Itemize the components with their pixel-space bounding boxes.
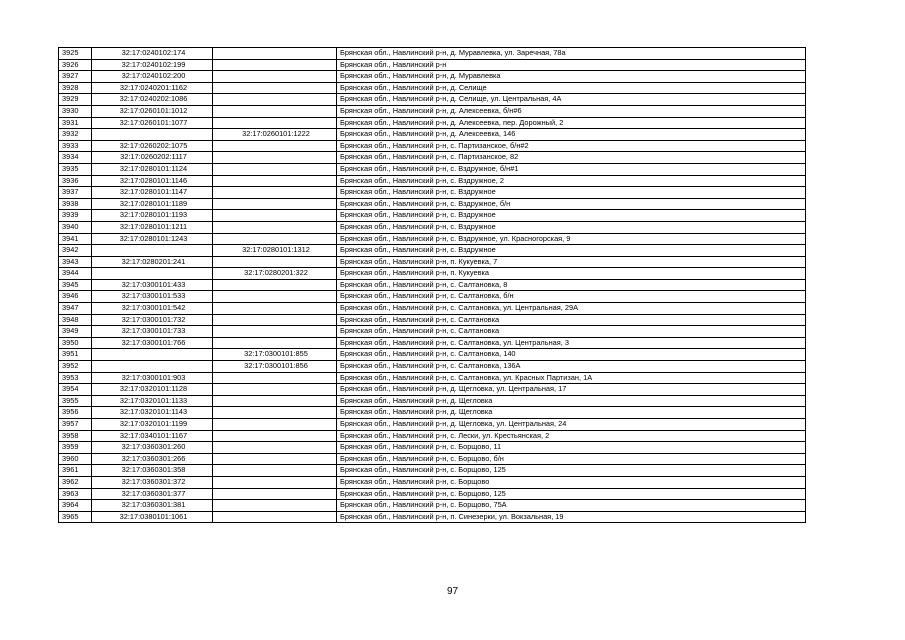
- address-cell: Брянская обл., Навлинский р-н, д. Селище: [337, 82, 806, 94]
- row-number-cell: 3948: [59, 314, 92, 326]
- cadastral-number-alt-cell: [213, 221, 337, 233]
- row-number-cell: 3927: [59, 71, 92, 83]
- row-number-cell: 3933: [59, 140, 92, 152]
- table-row: [59, 256, 806, 268]
- table-row: [59, 233, 806, 245]
- row-number-cell: 3931: [59, 117, 92, 129]
- table-row: [59, 221, 806, 233]
- cadastral-number-cell: 32:17:0260202:1117: [92, 152, 213, 164]
- cadastral-number-alt-cell: [213, 152, 337, 164]
- cadastral-number-cell: [92, 268, 213, 280]
- cadastral-number-cell: 32:17:0300101:732: [92, 314, 213, 326]
- table-row: [59, 361, 806, 373]
- cadastral-number-cell: 32:17:0260101:1012: [92, 105, 213, 117]
- cadastral-number-cell: 32:17:0340101:1167: [92, 430, 213, 442]
- cadastral-number-alt-cell: [213, 326, 337, 338]
- row-number-cell: 3963: [59, 488, 92, 500]
- cadastral-number-alt-cell: [213, 488, 337, 500]
- cadastral-number-alt-cell: [213, 384, 337, 396]
- table-body: [59, 48, 806, 523]
- cadastral-number-alt-cell: 32:17:0280201:322: [213, 268, 337, 280]
- address-cell: Брянская обл., Навлинский р-н, с. Борщово: [337, 476, 806, 488]
- cadastral-number-alt-cell: [213, 210, 337, 222]
- row-number-cell: 3953: [59, 372, 92, 384]
- table-row: [59, 488, 806, 500]
- address-cell: Брянская обл., Навлинский р-н, с. Салтановка, б/н: [337, 291, 806, 303]
- table-row: [59, 419, 806, 431]
- cadastral-number-cell: 32:17:0360301:260: [92, 442, 213, 454]
- row-number-cell: 3961: [59, 465, 92, 477]
- address-cell: Брянская обл., Навлинский р-н, с. Салтановка, 8: [337, 279, 806, 291]
- cadastral-number-cell: 32:17:0320101:1133: [92, 395, 213, 407]
- row-number-cell: 3925: [59, 48, 92, 60]
- address-cell: Брянская обл., Навлинский р-н, с. Салтановка, ул. Центральная, 3: [337, 337, 806, 349]
- cadastral-number-cell: 32:17:0280101:1193: [92, 210, 213, 222]
- row-number-cell: 3964: [59, 500, 92, 512]
- cadastral-number-cell: 32:17:0280101:1147: [92, 187, 213, 199]
- row-number-cell: 3965: [59, 511, 92, 523]
- cadastral-number-cell: 32:17:0280101:1146: [92, 175, 213, 187]
- table-row: [59, 476, 806, 488]
- table-row: [59, 175, 806, 187]
- row-number-cell: 3942: [59, 245, 92, 257]
- row-number-cell: 3943: [59, 256, 92, 268]
- cadastral-number-cell: 32:17:0280101:1243: [92, 233, 213, 245]
- cadastral-number-alt-cell: 32:17:0300101:856: [213, 361, 337, 373]
- cadastral-number-alt-cell: [213, 511, 337, 523]
- table-row: [59, 140, 806, 152]
- table-row: [59, 117, 806, 129]
- address-cell: Брянская обл., Навлинский р-н, с. Вздружное: [337, 245, 806, 257]
- cadastral-number-alt-cell: [213, 94, 337, 106]
- row-number-cell: 3937: [59, 187, 92, 199]
- table-row: [59, 442, 806, 454]
- row-number-cell: 3941: [59, 233, 92, 245]
- row-number-cell: 3934: [59, 152, 92, 164]
- row-number-cell: 3938: [59, 198, 92, 210]
- cadastral-number-alt-cell: [213, 314, 337, 326]
- address-cell: Брянская обл., Навлинский р-н, с. Вздружное: [337, 210, 806, 222]
- table-row: [59, 395, 806, 407]
- row-number-cell: 3940: [59, 221, 92, 233]
- row-number-cell: 3926: [59, 59, 92, 71]
- cadastral-number-cell: 32:17:0300101:433: [92, 279, 213, 291]
- table-row: [59, 326, 806, 338]
- table-row: [59, 430, 806, 442]
- cadastral-number-alt-cell: [213, 303, 337, 315]
- document-page: [58, 47, 806, 523]
- table-row: [59, 349, 806, 361]
- row-number-cell: 3930: [59, 105, 92, 117]
- row-number-cell: 3935: [59, 163, 92, 175]
- cadastral-number-alt-cell: [213, 442, 337, 454]
- address-cell: Брянская обл., Навлинский р-н, д. Щегловка: [337, 407, 806, 419]
- address-cell: Брянская обл., Навлинский р-н, д. Муравлевка, ул. Заречная, 78а: [337, 48, 806, 60]
- cadastral-number-cell: [92, 129, 213, 141]
- cadastral-number-alt-cell: [213, 453, 337, 465]
- cadastral-number-cell: 32:17:0360301:381: [92, 500, 213, 512]
- cadastral-number-cell: 32:17:0240201:1162: [92, 82, 213, 94]
- cadastral-number-cell: 32:17:0320101:1143: [92, 407, 213, 419]
- address-cell: Брянская обл., Навлинский р-н, с. Борщово, 11: [337, 442, 806, 454]
- address-cell: Брянская обл., Навлинский р-н, д. Алексеевка, пер. Дорожный, 2: [337, 117, 806, 129]
- address-cell: Брянская обл., Навлинский р-н, с. Вздружное: [337, 221, 806, 233]
- property-register-table: [58, 47, 806, 523]
- cadastral-number-alt-cell: [213, 291, 337, 303]
- table-row: [59, 105, 806, 117]
- table-row: [59, 129, 806, 141]
- address-cell: Брянская обл., Навлинский р-н, с. Салтановка, 136А: [337, 361, 806, 373]
- address-cell: Брянская обл., Навлинский р-н, д. Селище, ул. Центральная, 4А: [337, 94, 806, 106]
- table-row: [59, 210, 806, 222]
- address-cell: Брянская обл., Навлинский р-н, с. Борщово, 125: [337, 488, 806, 500]
- row-number-cell: 3947: [59, 303, 92, 315]
- table-row: [59, 187, 806, 199]
- cadastral-number-cell: [92, 361, 213, 373]
- row-number-cell: 3945: [59, 279, 92, 291]
- cadastral-number-alt-cell: [213, 256, 337, 268]
- row-number-cell: 3951: [59, 349, 92, 361]
- table-row: [59, 511, 806, 523]
- address-cell: Брянская обл., Навлинский р-н, д. Щегловка, ул. Центральная, 24: [337, 419, 806, 431]
- row-number-cell: 3954: [59, 384, 92, 396]
- cadastral-number-cell: 32:17:0280201:241: [92, 256, 213, 268]
- row-number-cell: 3946: [59, 291, 92, 303]
- row-number-cell: 3957: [59, 419, 92, 431]
- cadastral-number-alt-cell: [213, 163, 337, 175]
- cadastral-number-cell: 32:17:0240202:1086: [92, 94, 213, 106]
- cadastral-number-alt-cell: [213, 198, 337, 210]
- cadastral-number-cell: 32:17:0300101:542: [92, 303, 213, 315]
- cadastral-number-alt-cell: [213, 430, 337, 442]
- cadastral-number-alt-cell: [213, 395, 337, 407]
- cadastral-number-cell: 32:17:0300101:903: [92, 372, 213, 384]
- cadastral-number-cell: 32:17:0300101:766: [92, 337, 213, 349]
- table-row: [59, 384, 806, 396]
- address-cell: Брянская обл., Навлинский р-н, с. Борщово, б/н: [337, 453, 806, 465]
- address-cell: Брянская обл., Навлинский р-н, д. Муравлевка: [337, 71, 806, 83]
- address-cell: Брянская обл., Навлинский р-н, с. Вздружное, ул. Красногорская, 9: [337, 233, 806, 245]
- cadastral-number-alt-cell: [213, 82, 337, 94]
- row-number-cell: 3958: [59, 430, 92, 442]
- cadastral-number-alt-cell: [213, 465, 337, 477]
- row-number-cell: 3962: [59, 476, 92, 488]
- cadastral-number-cell: 32:17:0360301:358: [92, 465, 213, 477]
- table-row: [59, 152, 806, 164]
- table-row: [59, 48, 806, 60]
- cadastral-number-alt-cell: [213, 419, 337, 431]
- cadastral-number-cell: 32:17:0300101:733: [92, 326, 213, 338]
- row-number-cell: 3952: [59, 361, 92, 373]
- cadastral-number-cell: 32:17:0320101:1128: [92, 384, 213, 396]
- cadastral-number-alt-cell: 32:17:0300101:855: [213, 349, 337, 361]
- cadastral-number-cell: 32:17:0240102:200: [92, 71, 213, 83]
- row-number-cell: 3929: [59, 94, 92, 106]
- cadastral-number-alt-cell: [213, 59, 337, 71]
- page-number: 97: [446, 586, 459, 597]
- cadastral-number-cell: 32:17:0240102:199: [92, 59, 213, 71]
- cadastral-number-alt-cell: [213, 372, 337, 384]
- address-cell: Брянская обл., Навлинский р-н, с. Салтановка, ул. Центральная, 29А: [337, 303, 806, 315]
- cadastral-number-alt-cell: [213, 105, 337, 117]
- table-row: [59, 453, 806, 465]
- row-number-cell: 3932: [59, 129, 92, 141]
- table-row: [59, 291, 806, 303]
- cadastral-number-alt-cell: 32:17:0280101:1312: [213, 245, 337, 257]
- table-row: [59, 245, 806, 257]
- address-cell: Брянская обл., Навлинский р-н: [337, 59, 806, 71]
- cadastral-number-alt-cell: 32:17:0260101:1222: [213, 129, 337, 141]
- table-row: [59, 198, 806, 210]
- row-number-cell: 3936: [59, 175, 92, 187]
- row-number-cell: 3950: [59, 337, 92, 349]
- cadastral-number-cell: 32:17:0260202:1075: [92, 140, 213, 152]
- cadastral-number-alt-cell: [213, 407, 337, 419]
- cadastral-number-alt-cell: [213, 233, 337, 245]
- address-cell: Брянская обл., Навлинский р-н, п. Кукуевка, 7: [337, 256, 806, 268]
- table-row: [59, 337, 806, 349]
- address-cell: Брянская обл., Навлинский р-н, с. Салтановка, 140: [337, 349, 806, 361]
- address-cell: Брянская обл., Навлинский р-н, с. Салтановка: [337, 314, 806, 326]
- row-number-cell: 3960: [59, 453, 92, 465]
- cadastral-number-alt-cell: [213, 117, 337, 129]
- cadastral-number-cell: 32:17:0360301:377: [92, 488, 213, 500]
- cadastral-number-cell: 32:17:0260101:1077: [92, 117, 213, 129]
- row-number-cell: 3959: [59, 442, 92, 454]
- cadastral-number-cell: 32:17:0280101:1124: [92, 163, 213, 175]
- row-number-cell: 3939: [59, 210, 92, 222]
- address-cell: Брянская обл., Навлинский р-н, д. Щегловка, ул. Центральная, 17: [337, 384, 806, 396]
- cadastral-number-cell: 32:17:0240102:174: [92, 48, 213, 60]
- table-row: [59, 465, 806, 477]
- cadastral-number-alt-cell: [213, 48, 337, 60]
- cadastral-number-cell: 32:17:0280101:1189: [92, 198, 213, 210]
- address-cell: Брянская обл., Навлинский р-н, с. Вздружное, 2: [337, 175, 806, 187]
- table-row: [59, 279, 806, 291]
- table-row: [59, 59, 806, 71]
- address-cell: Брянская обл., Навлинский р-н, с. Вздружное, б/н#1: [337, 163, 806, 175]
- row-number-cell: 3928: [59, 82, 92, 94]
- cadastral-number-alt-cell: [213, 187, 337, 199]
- table-row: [59, 303, 806, 315]
- cadastral-number-cell: 32:17:0360301:266: [92, 453, 213, 465]
- table-row: [59, 71, 806, 83]
- table-row: [59, 500, 806, 512]
- cadastral-number-cell: 32:17:0320101:1199: [92, 419, 213, 431]
- table-row: [59, 268, 806, 280]
- cadastral-number-cell: 32:17:0360301:372: [92, 476, 213, 488]
- cadastral-number-cell: 32:17:0300101:533: [92, 291, 213, 303]
- cadastral-number-alt-cell: [213, 337, 337, 349]
- address-cell: Брянская обл., Навлинский р-н, д. Щегловка: [337, 395, 806, 407]
- address-cell: Брянская обл., Навлинский р-н, п. Синезерки, ул. Вокзальная, 19: [337, 511, 806, 523]
- row-number-cell: 3955: [59, 395, 92, 407]
- address-cell: Брянская обл., Навлинский р-н, с. Партизанское, 82: [337, 152, 806, 164]
- address-cell: Брянская обл., Навлинский р-н, д. Алексеевка, б/н#6: [337, 105, 806, 117]
- cadastral-number-cell: [92, 245, 213, 257]
- row-number-cell: 3956: [59, 407, 92, 419]
- cadastral-number-alt-cell: [213, 175, 337, 187]
- row-number-cell: 3944: [59, 268, 92, 280]
- table-row: [59, 82, 806, 94]
- address-cell: Брянская обл., Навлинский р-н, с. Вздружное, б/н: [337, 198, 806, 210]
- address-cell: Брянская обл., Навлинский р-н, п. Кукуевка: [337, 268, 806, 280]
- address-cell: Брянская обл., Навлинский р-н, с. Партизанское, б/н#2: [337, 140, 806, 152]
- table-row: [59, 163, 806, 175]
- address-cell: Брянская обл., Навлинский р-н, с. Борщово, 75А: [337, 500, 806, 512]
- row-number-cell: 3949: [59, 326, 92, 338]
- cadastral-number-alt-cell: [213, 71, 337, 83]
- address-cell: Брянская обл., Навлинский р-н, д. Алексеевка, 146: [337, 129, 806, 141]
- address-cell: Брянская обл., Навлинский р-н, с. Вздружное: [337, 187, 806, 199]
- address-cell: Брянская обл., Навлинский р-н, с. Салтановка, ул. Красных Партизан, 1А: [337, 372, 806, 384]
- table-row: [59, 407, 806, 419]
- cadastral-number-alt-cell: [213, 500, 337, 512]
- table-row: [59, 372, 806, 384]
- address-cell: Брянская обл., Навлинский р-н, с. Салтановка: [337, 326, 806, 338]
- cadastral-number-cell: [92, 349, 213, 361]
- cadastral-number-cell: 32:17:0280101:1211: [92, 221, 213, 233]
- table-row: [59, 94, 806, 106]
- cadastral-number-alt-cell: [213, 140, 337, 152]
- address-cell: Брянская обл., Навлинский р-н, с. Лески, ул. Крестьянская, 2: [337, 430, 806, 442]
- cadastral-number-alt-cell: [213, 279, 337, 291]
- address-cell: Брянская обл., Навлинский р-н, с. Борщово, 125: [337, 465, 806, 477]
- cadastral-number-cell: 32:17:0380101:1061: [92, 511, 213, 523]
- cadastral-number-alt-cell: [213, 476, 337, 488]
- table-row: [59, 314, 806, 326]
